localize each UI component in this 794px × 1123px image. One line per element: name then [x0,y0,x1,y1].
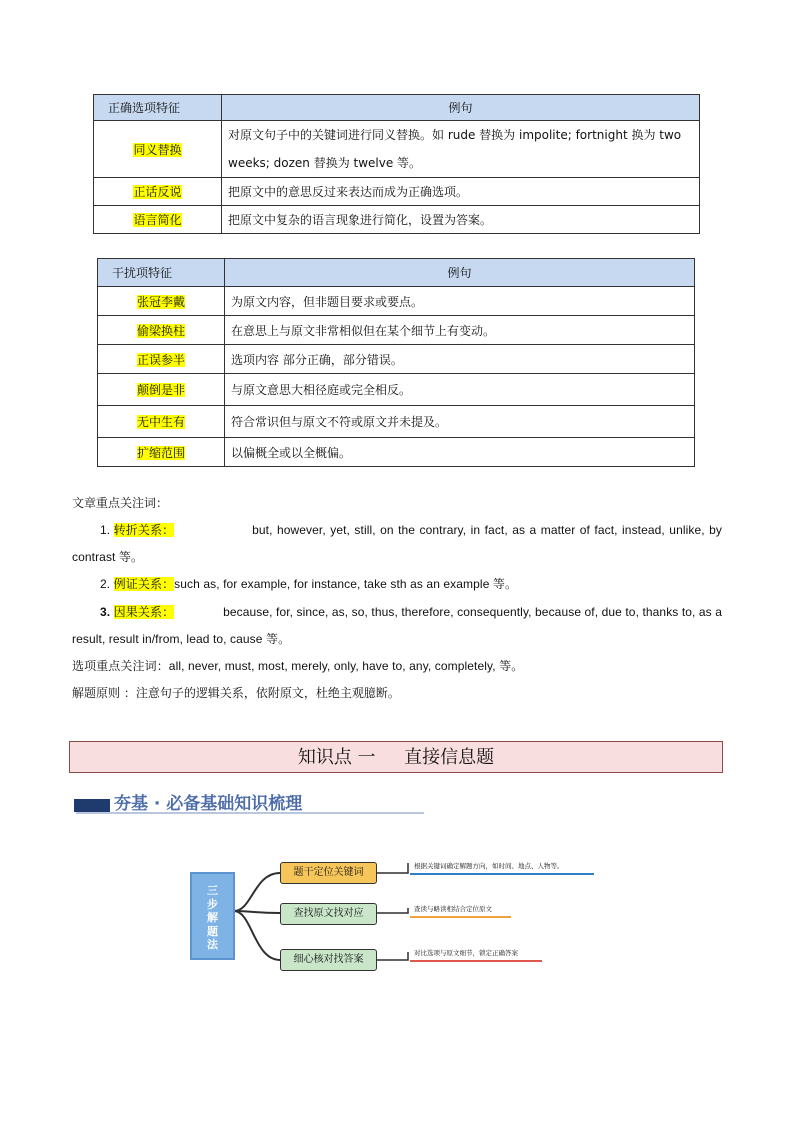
root-char: 三 [207,884,218,897]
feature-cell: 张冠李戴 [136,294,185,309]
mindmap-root [190,872,235,960]
example-cell: 选项内容 部分正确，部分错误。 [225,345,695,374]
root-char: 步 [207,897,218,911]
table-header: 正确选项特征 [94,95,222,121]
connector [234,911,280,960]
mindmap-branch: 题干定位关键词 [280,862,377,884]
solving-principle: 解题原则 ：注意句子的逻辑关系，依附原文，杜绝主观臆断。 [72,686,400,700]
feature-cell: 无中生有 [136,415,185,429]
section-bar [74,799,110,812]
mindmap-note: 根据关键词确定解题方向，如时间、地点、人物等。 [410,860,594,875]
mindmap-branch: 细心核对找答案 [280,949,377,971]
connector [377,952,408,960]
knowledge-point-banner [69,741,723,773]
keyword-colon: ： [162,577,175,591]
mindmap-branch: 查找原文找对应 [280,903,377,925]
item-number: 2. [100,577,111,591]
connector [377,908,408,913]
example-cell: 把原文中复杂的语言现象进行简化，设置为答案。 [222,206,700,234]
keyword-label: 例证关系 [113,577,163,591]
keyword-line-1 [100,523,722,537]
keyword-text: such as, for example, for instance, take sth as an example 等。 [174,577,518,591]
example-cell: 与原文意思大相径庭或完全相反。 [225,374,695,406]
distractor-options-table [97,258,695,467]
feature-cell: 同义替换 [133,142,182,157]
option-keywords: 选项重点关注词：all, never, must, most, merely, only, have to, any, completely, 等。 [72,659,524,673]
keyword-label: 因果关系 [113,605,163,619]
section-heading [74,789,424,815]
example-cell: 把原文中的意思反过来表达而成为正确选项。 [222,178,700,206]
feature-cell: 颠倒是非 [136,383,185,397]
connector [377,863,408,873]
example-cell: 为原文内容，但非题目要求或要点。 [225,287,695,316]
feature-cell: 正话反说 [133,185,182,199]
feature-cell: 正误参半 [136,352,185,367]
item-number: 1. [100,523,111,537]
root-char: 法 [207,938,218,951]
feature-cell: 语言简化 [133,213,182,227]
root-char: 题 [207,924,218,938]
keyword-text: but, however, yet, still, on the contrary, in fact, as a matter of fact, instead, unlike, by [252,523,722,537]
example-cell: 在意思上与原文非常相似但在某个细节上有变动。 [225,316,695,345]
mindmap-note: 查读与略读相结合定位原文 [410,904,511,918]
connector [234,873,280,911]
keyword-colon: ： [162,605,175,619]
banner-title: 知识点 一 直接信息题 [297,747,495,768]
table-header: 干扰项特征 [98,259,225,287]
example-cell: 符合常识但与原文不符或原文并未提及。 [225,406,695,438]
item-number: 3. [100,605,111,619]
keyword-line-2 [100,577,750,591]
root-char: 解 [207,911,218,924]
keyword-line-3 [100,605,722,619]
example-cell: 以偏概全或以全概偏。 [225,438,695,467]
keyword-text-cont: result, result in/from, lead to, cause 等。 [72,632,291,646]
feature-cell: 扩缩范围 [136,445,185,460]
section-title: 夯基 · 必备基础知识梳理 [114,794,303,814]
correct-options-table [93,94,700,234]
keywords-heading: 文章重点关注词： [72,496,169,510]
keyword-label: 转折关系 [113,523,163,537]
table-header: 例句 [222,95,700,121]
example-cell: 对原文句子中的关键词进行同义替换。如 rude 替换为 impolite; fortnight 换为 two weeks; dozen 替换为 twelve 等。 [222,121,700,178]
feature-cell: 偷梁换柱 [136,323,185,338]
keyword-text: because, for, since, as, so, thus, therefore, consequently, because of, due to, thanks to, as a [223,605,722,619]
keyword-text-cont: contrast 等。 [72,550,144,564]
table-header: 例句 [225,259,695,287]
mindmap-note: 对比选项与原文细节，锁定正确答案 [410,948,542,962]
keyword-colon: ： [162,523,175,537]
